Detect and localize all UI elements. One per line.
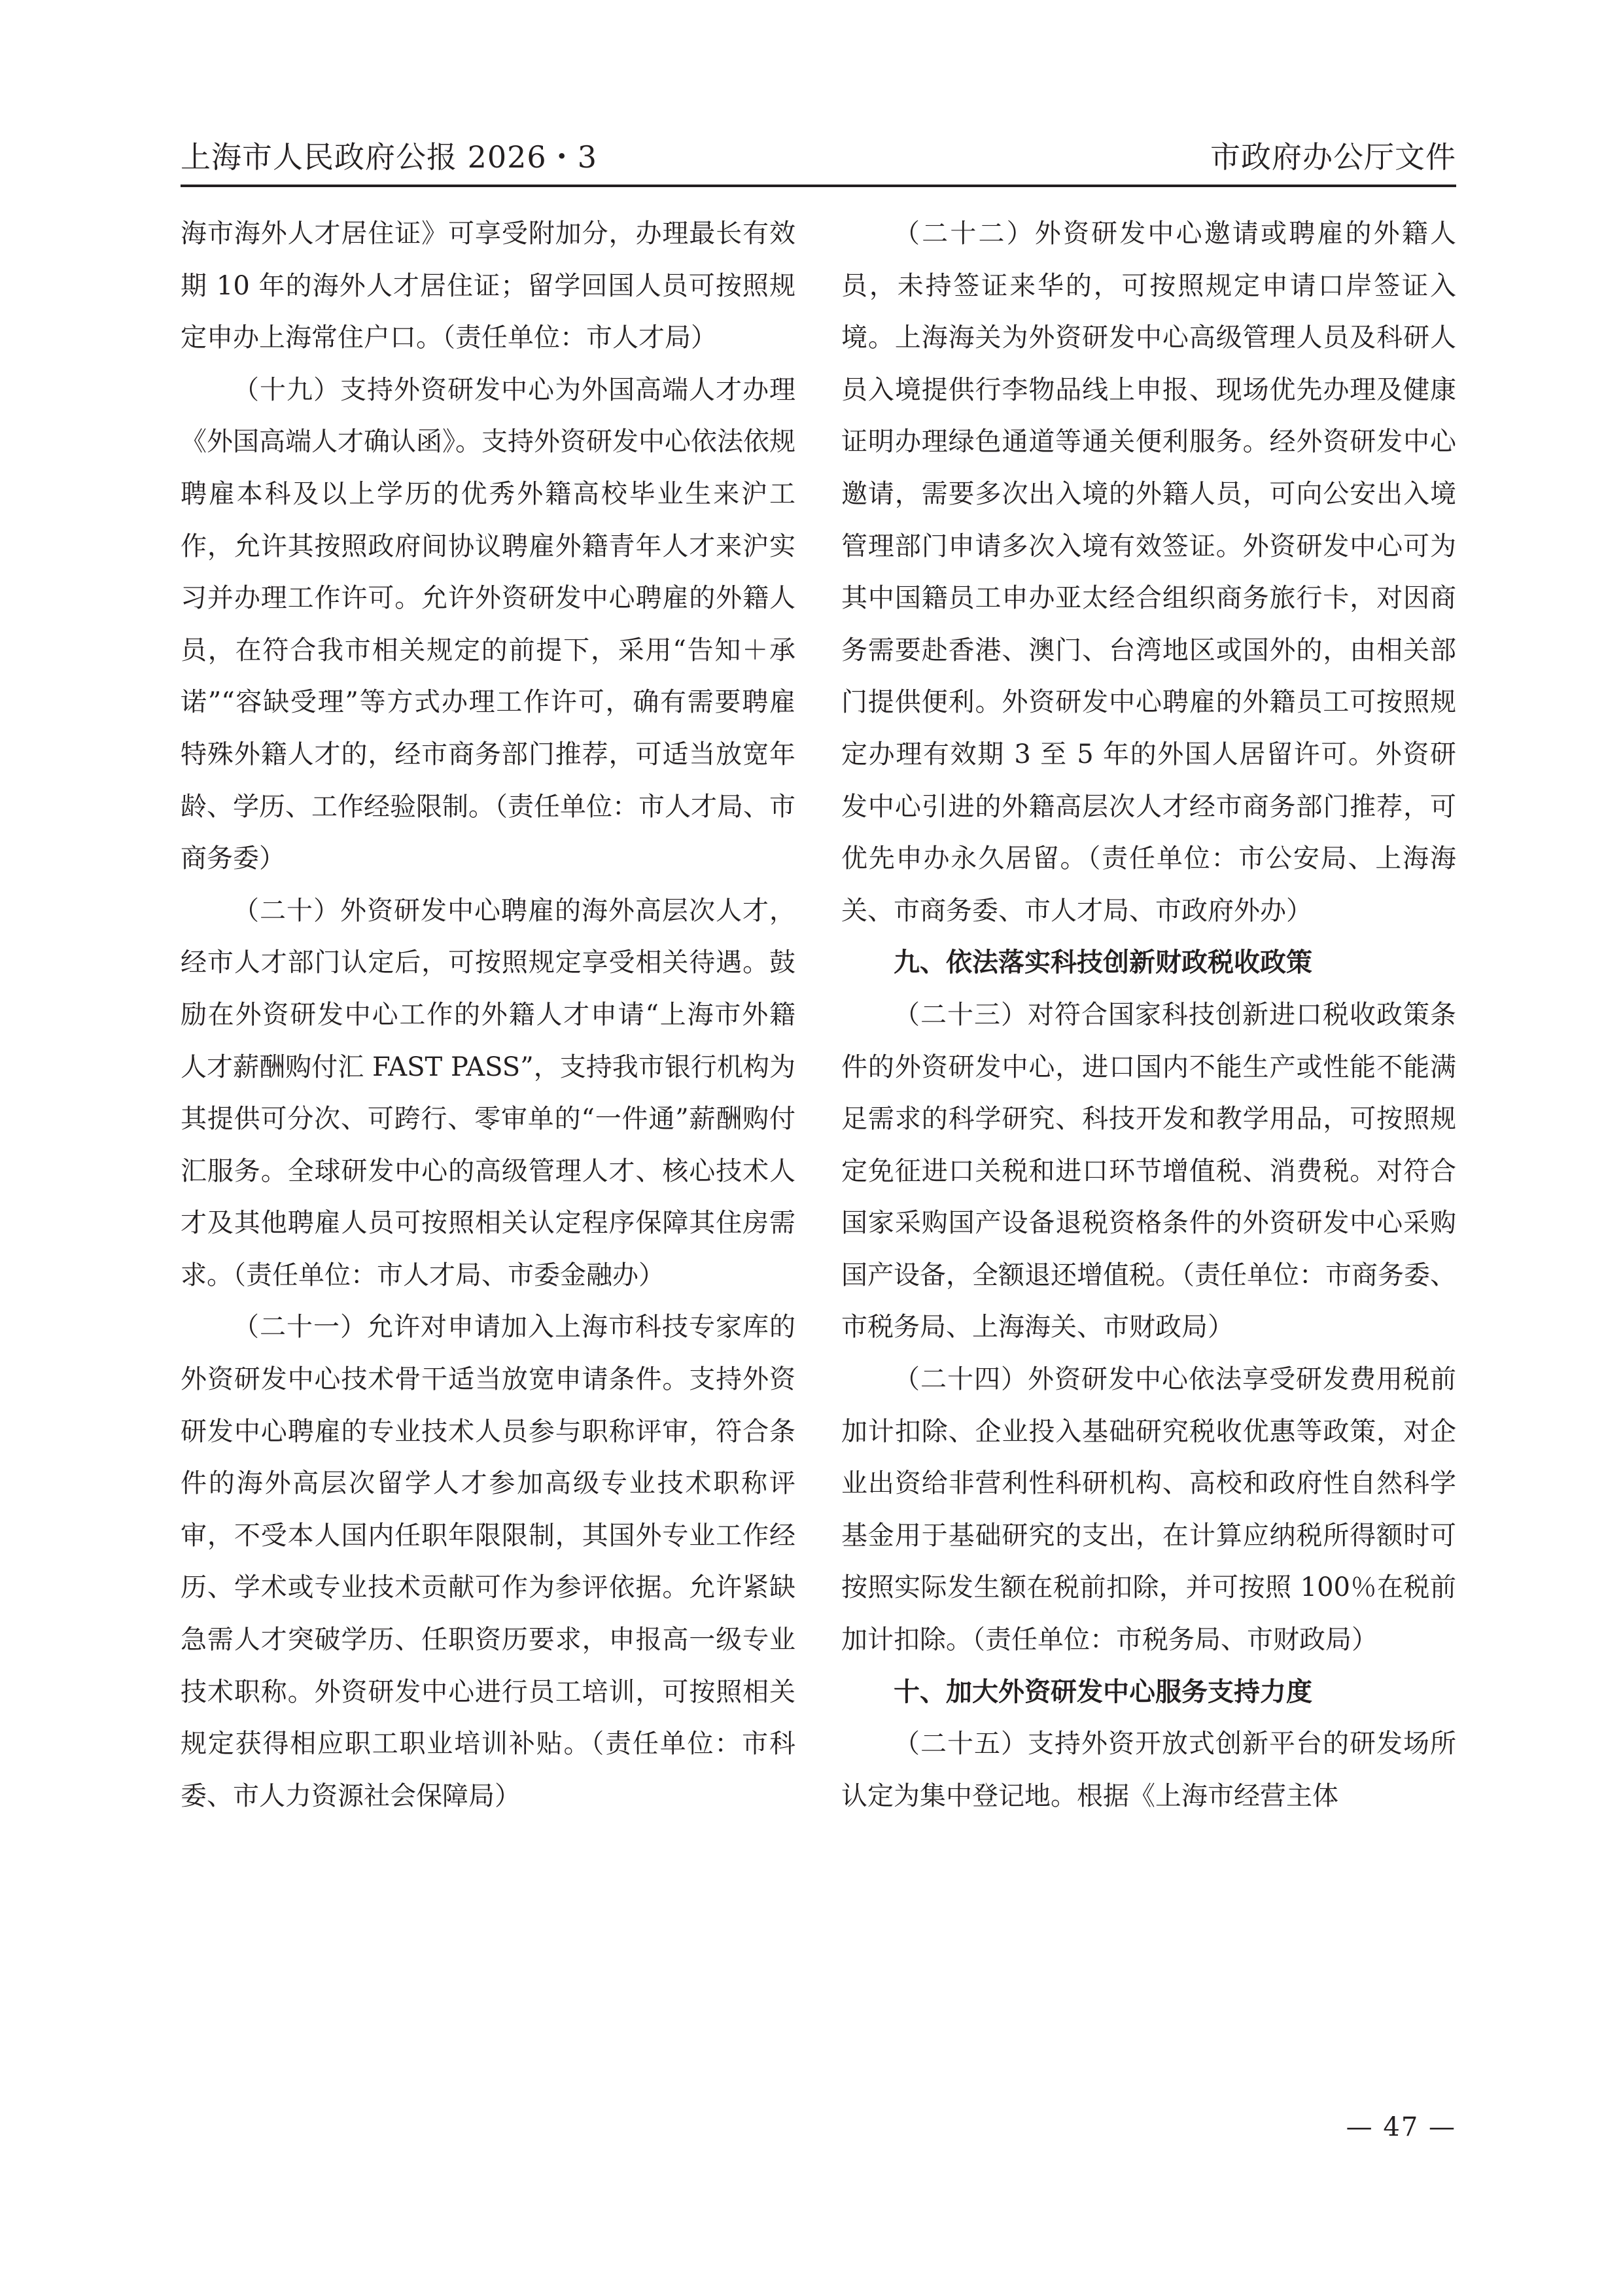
paragraph-21: （二十一）允许对申请加入上海市科技专家库的外资研发中心技术骨干适当放宽申请条件。支持外资研发中心聘雇的专业技术人员参与职称评审，符合条件的海外高层次留学人才参加高级专业技术职称评审，不受本人国内任职年限限制，其国外专业工作经历、学术或专业技术贡献可作为参评依据。允许紧缺急需人才突破学历、任职资历要求，申报高一级专业技术职称。外资研发中心进行员工培训，可按照相关规定获得相应职工职业培训补贴。（责任单位：市科委、市人力资源社会保障局） — [181, 1312, 795, 1811]
paragraph-25: （二十五）支持外资开放式创新平台的研发场所认定为集中登记地。根据《上海市经营主体 — [841, 1729, 1456, 1811]
header-section-title: 市政府办公厅文件 — [1210, 139, 1456, 175]
paragraph-22: （二十二）外资研发中心邀请或聘雇的外籍人员，未持签证来华的，可按照规定申请口岸签证入境。上海海关为外资研发中心高级管理人员及科研人员入境提供行李物品线上申报、现场优先办理及健康证明办理绿色通道等通关便利服务。经外资研发中心邀请，需要多次出入境的外籍人员，可向公安出入境管理部门申请多次入境有效签证。外资研发中心可为其中国籍员工申办亚太经合组织商务旅行卡，对因商务需要赴香港、澳门、台湾地区或国外的，由相关部门提供便利。外资研发中心聘雇的外籍员工可按照规定办理有效期 3 至 5 年的外国人居留许可。外资研发中心引进的外籍高层次人才经市商务部门推荐，可优先申办永久居留。（责任单位：市公安局、上海海关、市商务委、市人才局、市政府外办） — [841, 219, 1456, 926]
left-column — [181, 208, 795, 1822]
right-column — [841, 208, 1456, 1822]
paragraph-24: （二十四）外资研发中心依法享受研发费用税前加计扣除、企业投入基础研究税收优惠等政策，对企业出资给非营利性科研机构、高校和政府性自然科学基金用于基础研究的支出，在计算应纳税所得额时可按照实际发生额在税前扣除，并可按照 100％在税前加计扣除。（责任单位：市税务局、市财政局） — [841, 1364, 1456, 1655]
header-publication-title: 上海市人民政府公报 2026・3 — [181, 139, 597, 175]
paragraph-20: （二十）外资研发中心聘雇的海外高层次人才，经市人才部门认定后，可按照规定享受相关待遇。鼓励在外资研发中心工作的外籍人才申请“上海市外籍人才薪酬购付汇 FAST PASS”，支持我市银行机构为其提供可分次、可跨行、零审单的“一件通”薪酬购付汇服务。全球研发中心的高级管理人才、核心技术人才及其他聘雇人员可按照相关认定程序保障其住房需求。（责任单位：市人才局、市委金融办） — [181, 895, 795, 1290]
paragraph-continued: 海市海外人才居住证》可享受附加分，办理最长有效期 10 年的海外人才居住证；留学回国人员可按照规定申办上海常住户口。（责任单位：市人才局） — [181, 219, 795, 353]
page-number: — 47 — — [1346, 2112, 1456, 2142]
section-heading-10: 十、加大外资研发中心服务支持力度 — [894, 1676, 1312, 1707]
section-heading-9: 九、依法落实科技创新财政税收政策 — [894, 947, 1312, 978]
paragraph-19: （十九）支持外资研发中心为外国高端人才办理《外国高端人才确认函》。支持外资研发中心依法依规聘雇本科及以上学历的优秀外籍高校毕业生来沪工作，允许其按照政府间协议聘雇外籍青年人才来沪实习并办理工作许可。允许外资研发中心聘雇的外籍人员，在符合我市相关规定的前提下，采用“告知＋承诺”“容缺受理”等方式办理工作许可，确有需要聘雇特殊外籍人才的，经市商务部门推荐，可适当放宽年龄、学历、工作经验限制。（责任单位：市人才局、市商务委） — [181, 374, 795, 874]
paragraph-23: （二十三）对符合国家科技创新进口税收政策条件的外资研发中心，进口国内不能生产或性能不能满足需求的科学研究、科技开发和教学用品，可按照规定免征进口关税和进口环节增值税、消费税。对符合国家采购国产设备退税资格条件的外资研发中心采购国产设备，全额退还增值税。（责任单位：市商务委、市税务局、上海海关、市财政局） — [841, 999, 1456, 1343]
header-rule — [181, 185, 1456, 187]
